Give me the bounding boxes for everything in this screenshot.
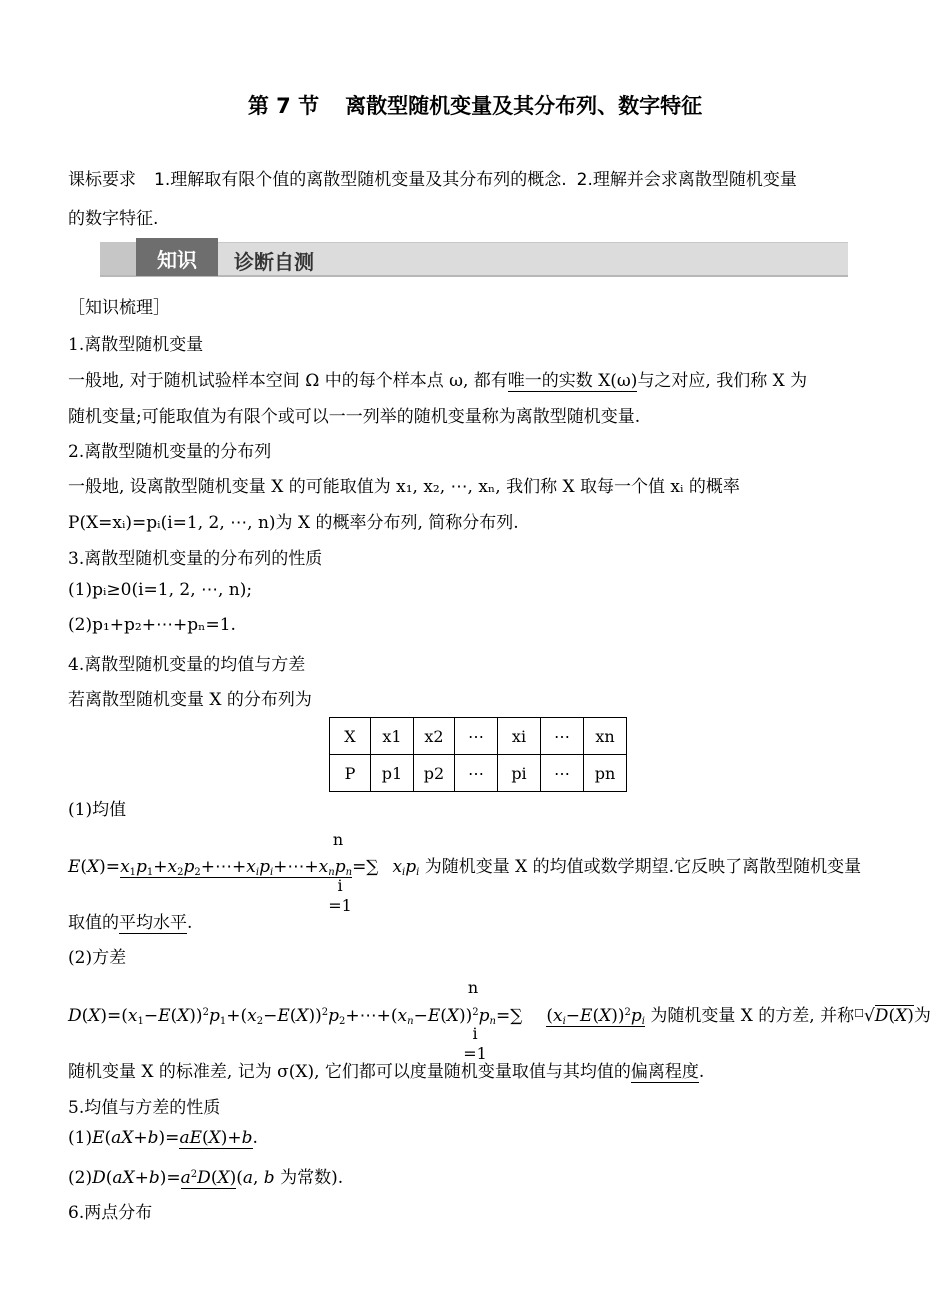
- table-row: X x1 x2 ⋯ xi ⋯ xn: [330, 718, 627, 755]
- heading-6: 6.两点分布: [68, 1203, 153, 1223]
- property-5a: (1)E(aX+b)=aE(X)+b.: [68, 1128, 258, 1148]
- variance-sum-upper: n: [467, 978, 479, 997]
- table-row: P p1 p2 ⋯ pi ⋯ pn: [330, 755, 627, 792]
- mean-heading: (1)均值: [68, 800, 127, 820]
- paragraph-4: 若离散型随机变量 X 的分布列为: [68, 690, 312, 710]
- mean-sum-upper: n: [332, 830, 344, 849]
- heading-4: 4.离散型随机变量的均值与方差: [68, 655, 306, 675]
- property-5b: $(2)D(aX+b)=a^2D(X)(a$, b 为常数).: [68, 1168, 344, 1188]
- section-banner: [100, 238, 850, 278]
- paragraph-2-cont: P(X=xᵢ)=pᵢ(i=1, 2, ⋯, n)为 X 的概率分布列, 简称分布列.: [68, 513, 519, 533]
- requirements: 课标要求 1.理解取有限个值的离散型随机变量及其分布列的概念. 2.理解并会求离散型随机变量: [68, 170, 797, 190]
- mean-formula-cont: 取值的平均水平.: [68, 913, 193, 933]
- heading-2: 2.离散型随机变量的分布列: [68, 442, 272, 462]
- heading-3: 3.离散型随机变量的分布列的性质: [68, 549, 323, 569]
- banner-label-selftest: 诊断自测: [234, 250, 314, 274]
- property-2: (2)p₁+p₂+⋯+pₙ=1.: [68, 615, 236, 635]
- section-header: ［知识梳理］: [68, 298, 170, 318]
- variance-heading: (2)方差: [68, 948, 127, 968]
- heading-5: 5.均值与方差的性质: [68, 1098, 221, 1118]
- paragraph-2: 一般地, 设离散型随机变量 X 的可能取值为 x₁, x₂, ⋯, xₙ, 我们称 X 取每一个值 xᵢ 的概率: [68, 477, 740, 497]
- page-title: 第 7 节 离散型随机变量及其分布列、数字特征: [247, 94, 703, 118]
- variance-sum-lower: i =1: [463, 1024, 487, 1063]
- banner-label-knowledge: 知识: [157, 248, 197, 272]
- property-1: (1)pᵢ≥0(i=1, 2, ⋯, n);: [68, 580, 253, 600]
- variance-formula: $D(X)=(x_1-E(X))^2p_1+(x_2-E(X))^2p_2+\cdots+(x_n-E(X))^2p_n=\sum$ $(x_i-E(X))^2p_i$ 为随机变量 X 的方差, 并称☐√D(X)为: [68, 1006, 931, 1027]
- mean-sum-lower: i =1: [328, 876, 352, 915]
- paragraph-1: 一般地, 对于随机试验样本空间 Ω 中的每个样本点 ω, 都有唯一的实数 X(ω)与之对应, 我们称 X 为: [68, 371, 808, 391]
- heading-1: 1.离散型随机变量: [68, 335, 204, 355]
- distribution-table: [329, 717, 627, 792]
- requirements-line2: 的数字特征.: [68, 209, 159, 229]
- paragraph-1-cont: 随机变量;可能取值为有限个或可以一一列举的随机变量称为离散型随机变量.: [68, 407, 641, 427]
- mean-formula: $E(X)=x_1p_1+x_2p_2+\cdots+x_ip_i+\cdots+x_np_n=\sum$ $x_ip_i$ 为随机变量 X 的均值或数学期望.它反映了离散型随机变量: [68, 857, 862, 878]
- variance-formula-cont: 随机变量 X 的标准差, 记为 σ(X), 它们都可以度量随机变量取值与其均值的偏离程度.: [68, 1062, 705, 1082]
